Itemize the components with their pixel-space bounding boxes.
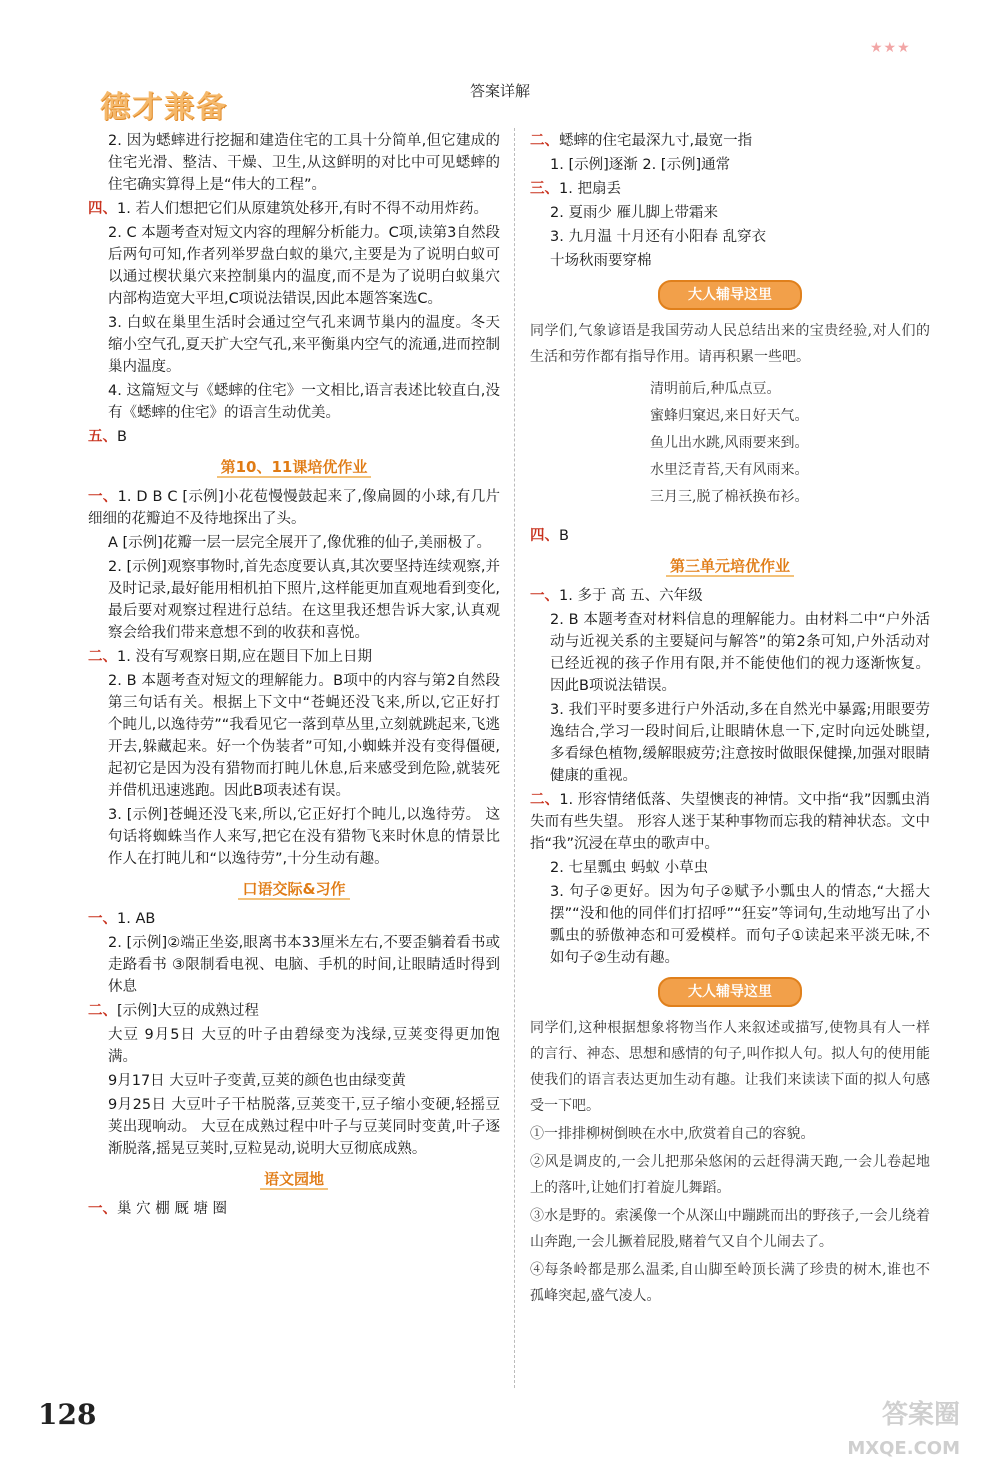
answer-item xyxy=(530,585,930,607)
answer-text: 蟋蟀的住宅最深九寸,最宽一指 xyxy=(559,133,753,149)
answer-item xyxy=(88,1094,500,1160)
answer-item xyxy=(530,789,930,855)
question-number: 四、 xyxy=(530,528,559,544)
answer-item xyxy=(88,1000,500,1022)
proverb-line: 蜜蜂归窠迟,来日好天气。 xyxy=(650,408,809,424)
answer-item xyxy=(530,857,930,879)
page-header xyxy=(0,0,1000,125)
answer-text: 1. 没有写观察日期,应在题目下加上日期 xyxy=(117,649,373,665)
proverb-line: 鱼儿出水跳,风雨要来到。 xyxy=(650,435,809,451)
answer-item xyxy=(530,525,930,547)
answer-text: 3. 白蚁在巢里生活时会通过空气孔来调节巢内的温度。冬天缩小空气孔,夏天扩大空气孔,来平衡巢内空气的流通,进而控制巢内温度。 xyxy=(108,315,500,375)
answer-item xyxy=(88,1198,500,1220)
answer-item xyxy=(88,198,500,220)
answer-text: 3. [示例]苍蝇还没飞来,所以,它正好打个盹儿,以逸待劳。 这句话将蜘蛛当作人来写,把它在没有猎物飞来时休息的情景比作人在打盹儿和“以逸待劳”,十分生动有趣。 xyxy=(108,807,500,867)
answer-item xyxy=(88,486,500,530)
answer-text: 9月25日 大豆叶子干枯脱落,豆荚变干,豆子缩小变硬,轻摇豆荚出现响动。 大豆在成熟过程中叶子与豆荚同时变黄,叶子逐渐脱落,摇晃豆荚时,豆粒晃动,说明大豆彻底成熟。 xyxy=(108,1097,500,1157)
answer-text: 2. B 本题考查对材料信息的理解能力。由材料二中“户外活动与近视关系的主要疑问与解答”的第2条可知,户外活动对已经近视的孩子作用有限,并不能使他们的视力逐渐恢复。因此B项说法错误。 xyxy=(550,612,930,694)
answer-text: 十场秋雨要穿棉 xyxy=(550,253,652,269)
answer-text: 9月17日 大豆叶子变黄,豆荚的颜色也由绿变黄 xyxy=(108,1073,406,1089)
example-sentence: ④每条岭都是那么温柔,自山脚至岭顶长满了珍贵的树木,谁也不孤峰突起,盛气凌人。 xyxy=(530,1262,930,1304)
answer-item xyxy=(530,699,930,787)
tutor-note: 同学们,气象谚语是我国劳动人民总结出来的宝贵经验,对人们的生活和劳作都有指导作用。请再积累一些吧。 xyxy=(530,323,930,365)
answer-item xyxy=(88,556,500,644)
answer-text: B xyxy=(117,429,127,445)
page-number: 128 xyxy=(38,1398,97,1431)
answer-text: B xyxy=(559,528,569,544)
section-title: 第三单元培优作业 xyxy=(530,555,930,577)
answer-text: 3. 九月温 十月还有小阳春 乱穿衣 xyxy=(550,229,767,245)
answer-item xyxy=(88,1070,500,1092)
section-title: 第10、11课培优作业 xyxy=(88,456,500,478)
answer-text: 1. 若人们想把它们从原建筑处移开,有时不得不动用炸药。 xyxy=(117,201,489,217)
answer-text: 巢 穴 棚 厩 塘 圈 xyxy=(117,1201,228,1217)
column-divider xyxy=(514,128,515,1388)
question-number: 二、 xyxy=(88,649,117,665)
answer-text: 2. 七星瓢虫 蚂蚁 小草虫 xyxy=(550,860,709,876)
right-column xyxy=(530,130,930,1311)
answer-item xyxy=(530,250,930,272)
answer-item xyxy=(530,130,930,152)
answer-text: 2. [示例]观察事物时,首先态度要认真,其次要坚持连续观察,并及时记录,最好能用相机拍下照片,这样能更加直观地看到变化,最后要对观察过程进行总结。在这里我还想告诉大家,认真观察会给我们带来意想不到的收获和喜悦。 xyxy=(108,559,500,641)
answer-item xyxy=(88,426,500,448)
answer-item xyxy=(88,804,500,870)
watermark-logo: 答案圈 MXQE.COM xyxy=(847,1400,960,1459)
answer-item xyxy=(88,1024,500,1068)
section-title: 语文园地 xyxy=(88,1168,500,1190)
proverb-line: 三月三,脱了棉袄换布衫。 xyxy=(650,489,809,505)
answer-text: 3. 句子②更好。因为句子②赋予小瓢虫人的情态,“大摇大摆”“没和他的同伴们打招呼”“狂妄”等词句,生动地写出了小瓢虫的骄傲神态和可爱模样。而句子①读起来平淡无味,不如句子②生动有趣。 xyxy=(550,884,930,966)
answer-text: 4. 这篇短文与《蟋蟀的住宅》一文相比,语言表述比较直白,没有《蟋蟀的住宅》的语言生动优美。 xyxy=(108,383,500,421)
proverb-line: 清明前后,种瓜点豆。 xyxy=(650,381,781,397)
answer-item xyxy=(530,881,930,969)
answer-item xyxy=(88,380,500,424)
answer-text: [示例]大豆的成熟过程 xyxy=(117,1003,259,1019)
answer-item xyxy=(530,226,930,248)
answer-text: 2. [示例]②端正坐姿,眼离书本33厘米左右,不要歪躺着看书或走路看书 ③限制看电视、电脑、手机的时间,让眼睛适时得到休息 xyxy=(108,935,500,995)
answer-item xyxy=(530,154,930,176)
answer-text: 1. [示例]逐渐 2. [示例]通常 xyxy=(550,157,731,173)
question-number: 一、 xyxy=(88,489,118,505)
section-title: 口语交际&习作 xyxy=(88,878,500,900)
question-number: 一、 xyxy=(88,1201,117,1217)
example-sentence: ①一排排柳树倒映在水中,欣赏着自己的容貌。 xyxy=(530,1126,815,1142)
answer-text: 2. B 本题考查对短文的理解能力。B项中的内容与第2自然段第三句话有关。根据上下文中“苍蝇还没飞来,所以,它正好打个盹儿,以逸待劳”“我看见它一落到草丛里,立刻就跳起来,飞逃开去,躲藏起来。好一个伪装者”可知,小蜘蛛并没有变得僵硬,起初它是因为没有猎物而打盹儿休息,后来感受到危险,就装死并借机迅速逃跑。因此B项表述有误。 xyxy=(108,673,500,799)
question-number: 一、 xyxy=(88,911,117,927)
brand-logo: 德才兼备 xyxy=(100,90,228,125)
answer-text: 1. 多于 高 五、六年级 xyxy=(559,588,703,604)
answer-text: 1. D B C [示例]小花苞慢慢鼓起来了,像扁圆的小球,有几片细细的花瓣迫不及待地探出了头。 xyxy=(88,489,500,527)
answer-item xyxy=(530,178,930,200)
example-sentence: ③水是野的。索溪像一个从深山中蹦跳而出的野孩子,一会儿绕着山奔跑,一会儿撅着屁股,赌着气又自个儿闹去了。 xyxy=(530,1208,930,1250)
left-column xyxy=(88,130,500,1222)
answer-text: 2. 因为蟋蟀进行挖掘和建造住宅的工具十分简单,但它建成的住宅光滑、整洁、干燥、卫生,从这鲜明的对比中可见蟋蟀的住宅确实算得上是“伟大的工程”。 xyxy=(108,133,500,193)
page-label: 答案详解 xyxy=(469,82,530,100)
answer-text: 2. 夏雨少 雁儿脚上带霜来 xyxy=(550,205,719,221)
question-number: 五、 xyxy=(88,429,117,445)
answer-text: 1. 把扇丢 xyxy=(559,181,621,197)
answer-item xyxy=(530,202,930,224)
tutor-note: 同学们,这种根据想象将物当作人来叙述或描写,使物具有人一样的言行、神态、思想和感情的句子,叫作拟人句。拟人句的使用能使我们的语言表达更加生动有趣。让我们来读读下面的拟人句感受一下吧。 xyxy=(530,1020,930,1114)
answer-item xyxy=(88,646,500,668)
answer-item xyxy=(88,670,500,802)
answer-text: 1. 形容情绪低落、失望懊丧的神情。文中指“我”因瓢虫消失而有些失望。 形容人迷于某种事物而忘我的精神状态。文中指“我”沉浸在草虫的歌声中。 xyxy=(530,792,931,852)
example-sentence: ②风是调皮的,一会儿把那朵悠闲的云赶得满天跑,一会儿卷起地上的落叶,让她们打着旋儿舞蹈。 xyxy=(530,1154,930,1196)
question-number: 二、 xyxy=(530,133,559,149)
question-number: 二、 xyxy=(530,792,560,808)
answer-item xyxy=(88,312,500,378)
answer-text: 1. AB xyxy=(117,911,156,927)
answer-text: 大豆 9月5日 大豆的叶子由碧绿变为浅绿,豆荚变得更加饱满。 xyxy=(108,1027,500,1065)
question-number: 二、 xyxy=(88,1003,117,1019)
answer-text: 2. C 本题考查对短文内容的理解分析能力。C项,读第3自然段后两句可知,作者列举罗盘白蚁的巢穴,主要是为了说明白蚁可以通过楔状巢穴来控制巢内的温度,而不是为了说明白蚁巢穴内部构造宽大平坦,C项说法错误,因此本题答案选C。 xyxy=(108,225,500,307)
question-number: 四、 xyxy=(88,201,117,217)
proverb-line: 水里泛青苔,天有风雨来。 xyxy=(650,462,809,478)
question-number: 三、 xyxy=(530,181,559,197)
answer-text: 3. 我们平时要多进行户外活动,多在自然光中暴露;用眼要劳逸结合,学习一段时间后,让眼睛休息一下,定时向远处眺望,多看绿色植物,缓解眼疲劳;注意按时做眼保健操,加强对眼睛健康的重视。 xyxy=(550,702,930,784)
tutor-badge: 大人辅导这里 xyxy=(658,280,802,310)
answer-item xyxy=(88,532,500,554)
answer-text: A [示例]花瓣一层一层完全展开了,像优雅的仙子,美丽极了。 xyxy=(108,535,492,551)
decoration-stars: ★★★ xyxy=(870,40,911,56)
answer-item xyxy=(88,130,500,196)
answer-item xyxy=(88,932,500,998)
answer-item xyxy=(530,609,930,697)
answer-item xyxy=(88,908,500,930)
tutor-badge: 大人辅导这里 xyxy=(658,977,802,1007)
question-number: 一、 xyxy=(530,588,559,604)
answer-item xyxy=(88,222,500,310)
